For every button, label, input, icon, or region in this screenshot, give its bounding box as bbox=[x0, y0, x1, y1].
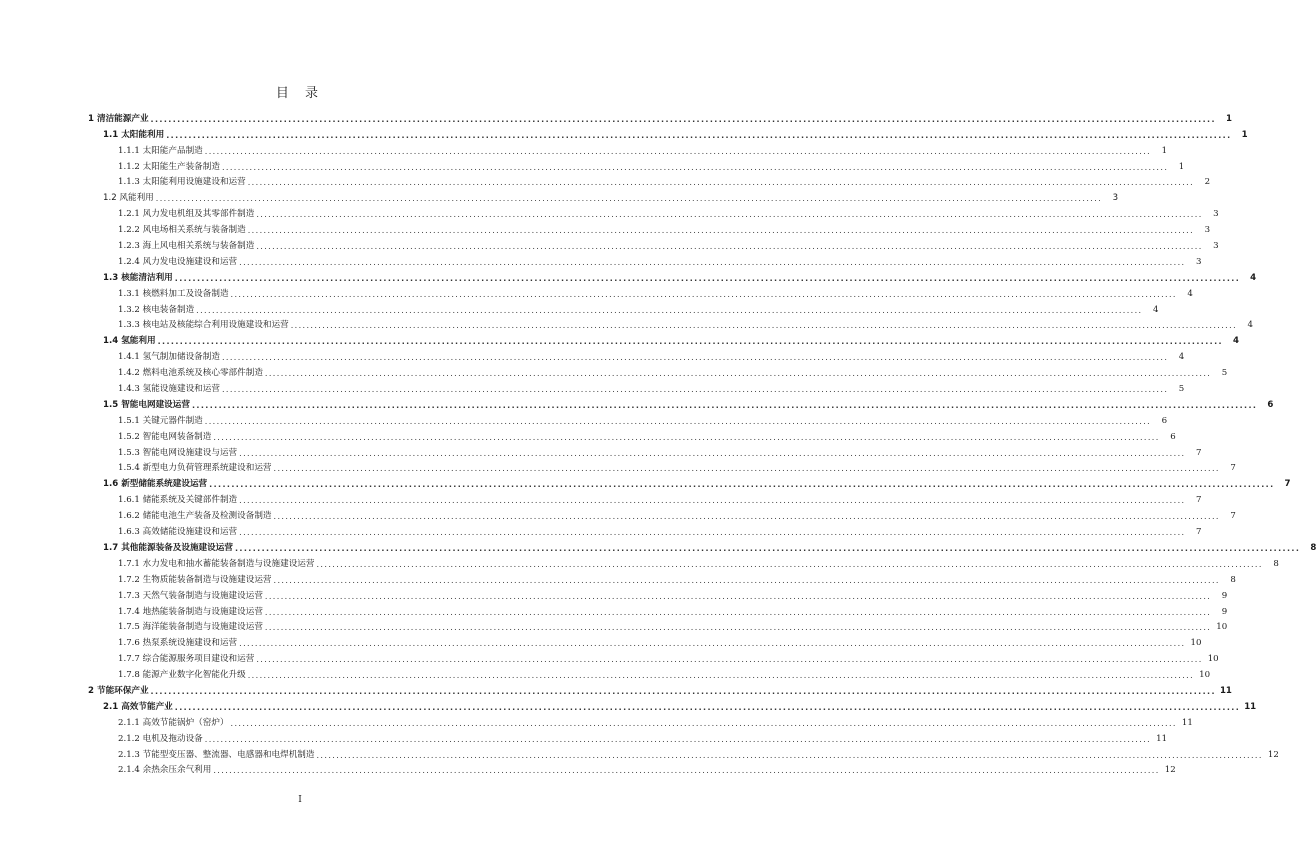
toc-entry-label: 1.1 太阳能利用 bbox=[103, 129, 165, 140]
toc-entry-page: 3 bbox=[1204, 225, 1211, 236]
toc-entry-page: 4 bbox=[1232, 336, 1239, 347]
toc-entry-subsection[interactable] bbox=[88, 522, 1202, 538]
toc-entry-page: 9 bbox=[1221, 606, 1228, 617]
toc-entry-subsection[interactable] bbox=[88, 713, 1193, 729]
toc-entry-page: 7 bbox=[1195, 527, 1202, 538]
toc-entry-subsection[interactable] bbox=[88, 618, 1228, 634]
toc-entry-page: 1 bbox=[1225, 113, 1232, 124]
dot-leader: ................................................................................................................................................................................................................................................ bbox=[256, 242, 1203, 252]
toc-entry-section[interactable] bbox=[88, 268, 1257, 284]
dot-leader: ................................................................................................................................................................................................................................................ bbox=[247, 178, 1195, 188]
toc-entry-subsection[interactable] bbox=[88, 633, 1202, 649]
page-title: 目 录 bbox=[275, 86, 325, 101]
toc-entry-page: 11 bbox=[1219, 685, 1232, 696]
toc-entry-subsection[interactable] bbox=[88, 173, 1211, 189]
toc-entry-label: 2 节能环保产业 bbox=[88, 685, 149, 696]
toc-entry-subsection[interactable] bbox=[88, 252, 1202, 268]
toc-entry-label: 1.7.7 综合能源服务项目建设和运营 bbox=[118, 654, 255, 665]
toc-entry-page: 2 bbox=[1204, 177, 1211, 188]
toc-entry-page: 6 bbox=[1170, 431, 1176, 442]
dot-leader: ................................................................................................................................................................................................................................................ bbox=[204, 146, 1152, 156]
toc-entry-page: 7 bbox=[1230, 463, 1236, 474]
dot-leader: ................................................................................................................................................................................................................................................ bbox=[213, 432, 1160, 442]
dot-leader: ................................................................................................................................................................................................................................................ bbox=[150, 686, 1216, 696]
dot-leader: ................................................................................................................................................................................................................................................ bbox=[191, 400, 1258, 410]
toc-entry-page: 4 bbox=[1247, 320, 1254, 331]
toc-entry-label: 1.5.3 智能电网设施建设与运营 bbox=[118, 447, 238, 458]
dot-leader: ................................................................................................................................................................................................................................................ bbox=[316, 750, 1263, 760]
toc-entry-page: 4 bbox=[1187, 288, 1193, 299]
toc-entry-label: 1.3.1 核燃料加工及设备制造 bbox=[118, 288, 229, 299]
dot-leader: ................................................................................................................................................................................................................................................ bbox=[239, 257, 1186, 267]
toc-entry-page: 7 bbox=[1230, 511, 1236, 522]
toc-entry-subsection[interactable] bbox=[88, 443, 1202, 459]
toc-entry-section[interactable] bbox=[88, 538, 1316, 554]
dot-leader: ................................................................................................................................................................................................................................................ bbox=[196, 305, 1143, 315]
dot-leader: ................................................................................................................................................................................................................................................ bbox=[221, 385, 1169, 395]
dot-leader: ................................................................................................................................................................................................................................................ bbox=[150, 114, 1216, 124]
toc-entry-label: 1.1.2 太阳能生产装备制造 bbox=[118, 161, 220, 172]
toc-entry-subsection[interactable] bbox=[88, 157, 1185, 173]
toc-entry-subsection[interactable] bbox=[88, 745, 1279, 761]
toc-entry-page: 10 bbox=[1190, 638, 1202, 649]
toc-entry-page: 5 bbox=[1178, 384, 1185, 395]
toc-entry-label: 1.7.6 热泵系统设施建设和运营 bbox=[118, 638, 238, 649]
toc-entry-page: 1 bbox=[1178, 161, 1185, 172]
toc-entry-section[interactable] bbox=[88, 331, 1239, 347]
toc-entry-subsection[interactable] bbox=[88, 379, 1185, 395]
dot-leader: ................................................................................................................................................................................................................................................ bbox=[273, 575, 1220, 585]
toc-entry-chapter-2[interactable] bbox=[88, 681, 1232, 697]
toc-entry-label: 2.1.4 余热余压余气利用 bbox=[118, 765, 212, 776]
toc-entry-page: 6 bbox=[1161, 415, 1168, 426]
toc-entry-page: 11 bbox=[1181, 717, 1193, 728]
dot-leader: ................................................................................................................................................................................................................................................ bbox=[247, 671, 1195, 681]
toc-entry-subsection[interactable] bbox=[88, 316, 1254, 332]
dot-leader: ................................................................................................................................................................................................................................................ bbox=[256, 655, 1203, 665]
toc-entry-label: 1.1.3 太阳能利用设施建设和运营 bbox=[118, 177, 246, 188]
toc-entry-page: 3 bbox=[1112, 193, 1119, 204]
toc-entry-section[interactable] bbox=[88, 474, 1291, 490]
toc-entry-subsection[interactable] bbox=[88, 141, 1168, 157]
toc-entry-label: 1.7.4 地热能装备制造与设施建设运营 bbox=[118, 606, 263, 617]
toc-entry-label: 1.3.2 核电装备制造 bbox=[118, 304, 195, 315]
toc-entry-page: 4 bbox=[1153, 304, 1159, 315]
toc-entry-subsection[interactable] bbox=[88, 586, 1228, 602]
toc-entry-label: 1.6.2 储能电池生产装备及检测设备制造 bbox=[118, 511, 272, 522]
toc-entry-label: 1.6.1 储能系统及关键部件制造 bbox=[118, 495, 238, 506]
toc-entry-page: 8 bbox=[1310, 542, 1316, 553]
toc-entry-page: 8 bbox=[1230, 574, 1236, 585]
toc-entry-subsection[interactable] bbox=[88, 236, 1219, 252]
toc-entry-subsection[interactable] bbox=[88, 649, 1219, 665]
toc-entry-label: 1.2.3 海上风电相关系统与装备制造 bbox=[118, 241, 255, 252]
toc-entry-label: 1.6.3 高效储能设施建设和运营 bbox=[118, 527, 238, 538]
toc-entry-page: 10 bbox=[1216, 622, 1228, 633]
dot-leader: ................................................................................................................................................................................................................................................ bbox=[316, 559, 1263, 569]
toc-entry-subsection[interactable] bbox=[88, 665, 1211, 681]
dot-leader: ................................................................................................................................................................................................................................................ bbox=[264, 607, 1212, 617]
toc-entry-page: 12 bbox=[1267, 749, 1279, 760]
toc-entry-subsection[interactable] bbox=[88, 729, 1168, 745]
toc-entry-label: 2.1.1 高效节能锅炉（窑炉） bbox=[118, 717, 229, 728]
dot-leader: ................................................................................................................................................................................................................................................ bbox=[234, 543, 1301, 553]
toc-entry-subsection[interactable] bbox=[88, 602, 1228, 618]
toc-entry-subsection[interactable] bbox=[88, 347, 1185, 363]
toc-entry-label: 1 清洁能源产业 bbox=[88, 113, 149, 124]
dot-leader: ................................................................................................................................................................................................................................................ bbox=[273, 512, 1220, 522]
toc-entry-page: 9 bbox=[1221, 590, 1228, 601]
dot-leader: ................................................................................................................................................................................................................................................ bbox=[155, 194, 1103, 204]
dot-leader: ................................................................................................................................................................................................................................................ bbox=[230, 718, 1177, 728]
toc-entry-subsection[interactable] bbox=[88, 220, 1211, 236]
dot-leader: ................................................................................................................................................................................................................................................ bbox=[174, 273, 1241, 283]
toc-entry-subsection[interactable] bbox=[88, 411, 1168, 427]
toc-entry-label: 1.5 智能电网建设运营 bbox=[103, 399, 190, 410]
toc-entry-subsection[interactable] bbox=[88, 284, 1193, 300]
dot-leader: ................................................................................................................................................................................................................................................ bbox=[174, 702, 1241, 712]
toc-entry-subsection[interactable] bbox=[88, 459, 1236, 475]
toc-entry-label: 1.7.5 海洋能装备制造与设施建设运营 bbox=[118, 622, 263, 633]
toc-entry-section[interactable] bbox=[88, 395, 1274, 411]
toc-entry-page: 11 bbox=[1244, 701, 1257, 712]
toc-entry-label: 1.2.1 风力发电机组及其零部件制造 bbox=[118, 209, 255, 220]
dot-leader: ................................................................................................................................................................................................................................................ bbox=[239, 639, 1186, 649]
dot-leader: ................................................................................................................................................................................................................................................ bbox=[230, 289, 1177, 299]
toc-entry-page: 10 bbox=[1207, 654, 1219, 665]
toc-entry-label: 1.4 氢能利用 bbox=[103, 336, 156, 347]
toc-entry-label: 1.5.1 关键元器件制造 bbox=[118, 415, 203, 426]
dot-leader: ................................................................................................................................................................................................................................................ bbox=[239, 496, 1186, 506]
toc-entry-page: 6 bbox=[1267, 399, 1274, 410]
dot-leader: ................................................................................................................................................................................................................................................ bbox=[239, 528, 1186, 538]
toc-entry-page: 7 bbox=[1195, 495, 1202, 506]
toc-entry-label: 1.7.8 能源产业数字化智能化升级 bbox=[118, 670, 246, 681]
toc-entry-page: 1 bbox=[1241, 129, 1248, 140]
toc-entry-label: 1.3 核能清洁利用 bbox=[103, 272, 173, 283]
toc-entry-page: 5 bbox=[1221, 368, 1228, 379]
toc-entry-page: 3 bbox=[1213, 241, 1219, 252]
dot-leader: ................................................................................................................................................................................................................................................ bbox=[256, 210, 1203, 220]
toc-entry-label: 1.3.3 核电站及核能综合利用设施建设和运营 bbox=[118, 320, 289, 331]
toc-entry-page: 1 bbox=[1161, 145, 1168, 156]
toc-entry-subsection[interactable] bbox=[88, 490, 1202, 506]
dot-leader: ................................................................................................................................................................................................................................................ bbox=[221, 162, 1169, 172]
toc-entry-label: 1.7.1 水力发电和抽水蓄能装备制造与设施建设运营 bbox=[118, 558, 315, 569]
toc-entry-label: 2.1.2 电机及拖动设备 bbox=[118, 733, 203, 744]
toc-entry-label: 1.1.1 太阳能产品制造 bbox=[118, 145, 203, 156]
dot-leader: ................................................................................................................................................................................................................................................ bbox=[166, 130, 1232, 140]
dot-leader: ................................................................................................................................................................................................................................................ bbox=[213, 766, 1160, 776]
toc-entry-page: 7 bbox=[1284, 479, 1291, 490]
table-of-contents bbox=[88, 109, 1316, 776]
toc-entry-subsection[interactable] bbox=[88, 554, 1279, 570]
toc-entry-label: 2.1 高效节能产业 bbox=[103, 701, 173, 712]
dot-leader: ................................................................................................................................................................................................................................................ bbox=[264, 623, 1212, 633]
toc-entry-label: 1.6 新型储能系统建设运营 bbox=[103, 479, 208, 490]
toc-entry-subsection[interactable] bbox=[88, 300, 1159, 316]
toc-entry-page: 8 bbox=[1273, 558, 1279, 569]
dot-leader: ................................................................................................................................................................................................................................................ bbox=[264, 369, 1212, 379]
toc-entry-subsection[interactable] bbox=[88, 570, 1236, 586]
toc-entry-label: 1.5.4 新型电力负荷管理系统建设和运营 bbox=[118, 463, 272, 474]
toc-entry-section[interactable] bbox=[88, 188, 1119, 204]
toc-entry-section[interactable] bbox=[88, 125, 1248, 141]
toc-entry-page: 4 bbox=[1250, 272, 1257, 283]
toc-entry-page: 11 bbox=[1156, 733, 1168, 744]
toc-entry-label: 1.7.2 生物质能装备制造与设施建设运营 bbox=[118, 574, 272, 585]
dot-leader: ................................................................................................................................................................................................................................................ bbox=[290, 321, 1238, 331]
toc-entry-subsection[interactable] bbox=[88, 363, 1228, 379]
dot-leader: ................................................................................................................................................................................................................................................ bbox=[204, 734, 1152, 744]
toc-entry-page: 4 bbox=[1178, 352, 1185, 363]
toc-entry-label: 1.4.3 氢能设施建设和运营 bbox=[118, 384, 220, 395]
toc-entry-subsection[interactable] bbox=[88, 506, 1236, 522]
toc-entry-label: 1.2.4 风力发电设施建设和运营 bbox=[118, 256, 238, 267]
toc-entry-subsection[interactable] bbox=[88, 427, 1176, 443]
toc-entry-page: 10 bbox=[1199, 670, 1211, 681]
toc-entry-page: 3 bbox=[1195, 256, 1202, 267]
toc-entry-chapter-1[interactable] bbox=[88, 109, 1232, 125]
dot-leader: ................................................................................................................................................................................................................................................ bbox=[157, 337, 1223, 347]
page-number: I bbox=[298, 795, 302, 805]
dot-leader: ................................................................................................................................................................................................................................................ bbox=[247, 226, 1195, 236]
toc-entry-label: 1.7.3 天然气装备制造与设施建设运营 bbox=[118, 590, 263, 601]
toc-entry-label: 2.1.3 节能型变压器、整流器、电感器和电焊机制造 bbox=[118, 749, 315, 760]
dot-leader: ................................................................................................................................................................................................................................................ bbox=[221, 353, 1169, 363]
toc-entry-label: 1.4.2 燃料电池系统及核心零部件制造 bbox=[118, 368, 263, 379]
dot-leader: ................................................................................................................................................................................................................................................ bbox=[209, 480, 1275, 490]
toc-entry-subsection[interactable] bbox=[88, 204, 1219, 220]
toc-entry-page: 3 bbox=[1213, 209, 1219, 220]
dot-leader: ................................................................................................................................................................................................................................................ bbox=[264, 591, 1212, 601]
toc-entry-label: 1.2 风能利用 bbox=[103, 193, 154, 204]
toc-entry-label: 1.4.1 氢气制加储设备制造 bbox=[118, 352, 220, 363]
dot-leader: ................................................................................................................................................................................................................................................ bbox=[204, 416, 1152, 426]
toc-entry-page: 12 bbox=[1164, 765, 1176, 776]
toc-entry-label: 1.7 其他能源装备及设施建设运营 bbox=[103, 542, 233, 553]
toc-entry-label: 1.2.2 风电场相关系统与装备制造 bbox=[118, 225, 246, 236]
toc-entry-subsection[interactable] bbox=[88, 761, 1176, 777]
dot-leader: ................................................................................................................................................................................................................................................ bbox=[273, 464, 1220, 474]
toc-entry-section[interactable] bbox=[88, 697, 1257, 713]
toc-entry-page: 7 bbox=[1195, 447, 1202, 458]
dot-leader: ................................................................................................................................................................................................................................................ bbox=[239, 448, 1186, 458]
toc-entry-label: 1.5.2 智能电网装备制造 bbox=[118, 431, 212, 442]
